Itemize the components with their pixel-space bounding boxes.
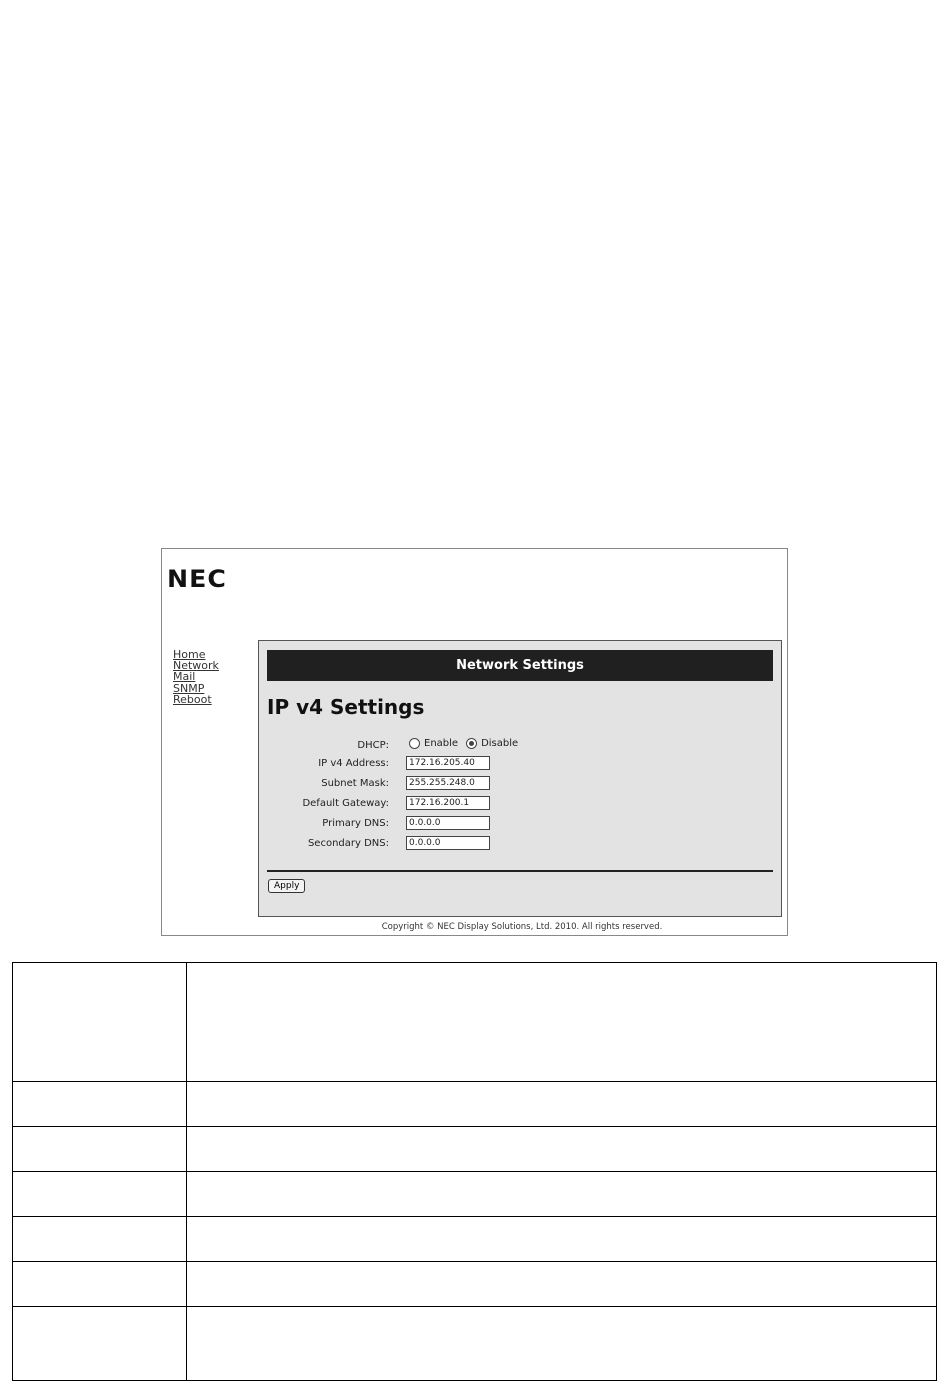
primary-dns-row <box>259 816 779 832</box>
secondary-dns-row <box>259 836 779 852</box>
secondary-dns-label: Secondary DNS: <box>307 838 389 849</box>
primary-dns-input[interactable] <box>406 816 490 830</box>
table-row <box>13 1172 937 1217</box>
table-cell <box>187 1217 937 1262</box>
table-cell <box>13 1262 187 1307</box>
primary-dns-label: Primary DNS: <box>322 818 389 829</box>
ipv4-address-row <box>259 756 779 772</box>
subnet-mask-input[interactable] <box>406 776 490 790</box>
dhcp-disable-radio[interactable] <box>466 738 477 749</box>
browser-screenshot-frame <box>161 548 788 936</box>
table-cell <box>13 1217 187 1262</box>
table-cell <box>187 963 937 1082</box>
table-cell <box>13 1082 187 1127</box>
table-cell <box>13 1172 187 1217</box>
table-row <box>13 1217 937 1262</box>
table-cell <box>13 963 187 1082</box>
table-cell <box>13 1307 187 1381</box>
nav-link-mail[interactable]: Mail <box>173 670 196 684</box>
nav-link-reboot[interactable]: Reboot <box>173 692 212 706</box>
dhcp-enable-label: Enable <box>424 738 459 749</box>
nav-link-snmp[interactable]: SNMP <box>173 681 205 695</box>
table-row <box>13 1262 937 1307</box>
nav-link-network[interactable]: Network <box>173 659 219 673</box>
dhcp-disable-label: Disable <box>481 738 519 749</box>
default-gateway-label: Default Gateway: <box>302 798 389 809</box>
table-cell <box>187 1307 937 1381</box>
table-row <box>13 1082 937 1127</box>
secondary-dns-input[interactable] <box>406 836 490 850</box>
table-cell <box>187 1082 937 1127</box>
sidebar-nav <box>173 649 219 705</box>
table-cell <box>187 1172 937 1217</box>
subnet-mask-row <box>259 776 779 792</box>
nav-link-home[interactable]: Home <box>173 648 206 661</box>
table-cell <box>13 1127 187 1172</box>
network-settings-panel <box>258 640 782 917</box>
ipv4-address-label: IP v4 Address: <box>318 758 389 769</box>
default-gateway-input[interactable] <box>406 796 490 810</box>
ipv4-address-input[interactable] <box>406 756 490 770</box>
dhcp-radio-group <box>409 738 522 749</box>
copyright-text: Copyright © NEC Display Solutions, Ltd. 2010. All rights reserved. <box>381 922 663 932</box>
panel-header: Network Settings <box>267 650 773 681</box>
page-title: IP v4 Settings <box>267 695 425 719</box>
table-row <box>13 963 937 1082</box>
table-row <box>13 1127 937 1172</box>
nec-logo: NEC <box>167 565 227 593</box>
default-gateway-row <box>259 796 779 812</box>
panel-divider <box>267 870 773 872</box>
dhcp-row <box>259 738 779 754</box>
table-cell <box>187 1262 937 1307</box>
subnet-mask-label: Subnet Mask: <box>321 778 389 789</box>
apply-button[interactable]: Apply <box>268 879 305 893</box>
dhcp-enable-radio[interactable] <box>409 738 420 749</box>
description-table <box>12 962 937 1381</box>
table-cell <box>187 1127 937 1172</box>
table-row <box>13 1307 937 1381</box>
dhcp-label: DHCP: <box>357 740 389 751</box>
